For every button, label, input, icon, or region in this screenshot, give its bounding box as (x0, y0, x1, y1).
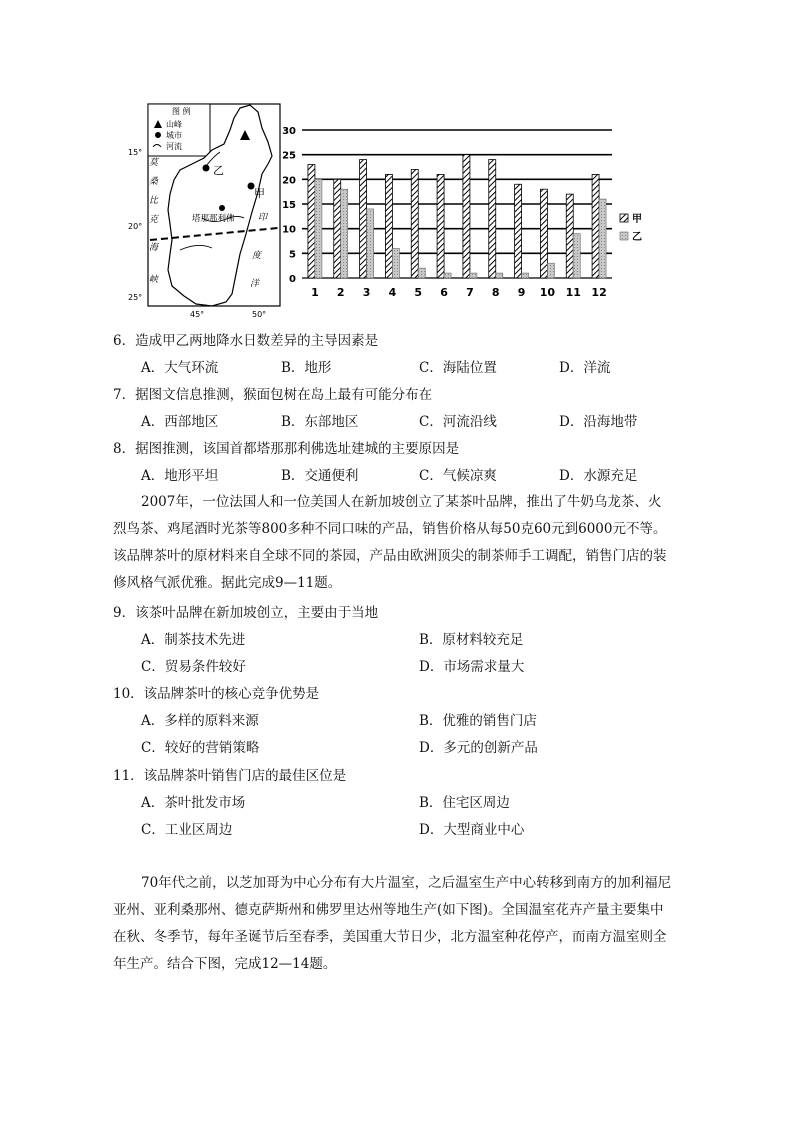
q9-option-b: B．原材料较充足 (419, 632, 524, 648)
q8-option-a: A．地形平坦 (141, 468, 219, 484)
legend-swatch-jia (620, 214, 628, 222)
q8-option-b: B．交通便利 (281, 468, 359, 484)
city-yi-marker (203, 165, 210, 172)
bar-jia (360, 160, 367, 278)
q10-option-a: A．多样的原料来源 (141, 713, 259, 729)
bar-jia (334, 179, 341, 278)
bar-yi (367, 209, 374, 278)
x-tick-label: 5 (414, 286, 423, 299)
bar-jia (437, 174, 444, 278)
bar-jia (308, 165, 315, 278)
bar-jia (515, 184, 522, 278)
q6-option-b: B．地形 (281, 360, 332, 376)
bar-jia (385, 174, 392, 278)
q11-option-d: D．大型商业中心 (419, 822, 525, 838)
question-6-stem: 6．造成甲乙两地降水日数差异的主导因素是 (113, 333, 379, 349)
madagascar-map (128, 100, 285, 320)
x-tick-label: 6 (440, 286, 448, 299)
q6-option-d: D．洋流 (559, 360, 611, 376)
precipitation-days-chart (280, 118, 650, 308)
capital-label: 塔那那利佛 (192, 214, 235, 224)
legend-label-yi: 乙 (632, 232, 642, 243)
city-jia-label: 甲 (254, 187, 265, 200)
capital-marker (219, 205, 225, 211)
q8-option-d: D．水源充足 (559, 468, 638, 484)
map-legend-river: 河流 (166, 142, 182, 151)
q11-option-b: B．住宅区周边 (419, 795, 510, 811)
y-tick-label: 20 (282, 175, 296, 187)
q10-option-d: D．多元的创新产品 (419, 740, 538, 756)
lat-label-20: 20° (128, 222, 143, 231)
x-tick-label: 7 (466, 286, 474, 299)
y-tick-label: 30 (282, 126, 296, 137)
strait-label-char: 比 (149, 196, 159, 206)
q11-option-a: A．茶叶批发市场 (141, 795, 246, 811)
bar-jia (566, 194, 573, 278)
map-legend-title: 图 例 (172, 107, 191, 116)
passage-greenhouse: 70年代之前，以芝加哥为中心分布有大片温室，之后温室生产中心转移到南方的加利福尼亚州、亚利桑那州、德克萨斯州和佛罗里达州等地生产(如下图)。全国温室花卉产量主要集中在秋、冬季节，每年圣诞节后至春季，美国重大节日少，北方温室种花停产，而南方温室则全年生产。结合下图，完成12—14题。 (113, 875, 672, 972)
strait-label-char: 克 (149, 215, 159, 225)
ocean-label-char: 度 (252, 251, 262, 261)
city-legend-icon (155, 132, 161, 138)
bar-yi (522, 273, 529, 278)
q10-option-b: B．优雅的销售门店 (419, 713, 537, 729)
question-9-stem: 9．该茶叶品牌在新加坡创立，主要由于当地 (113, 605, 379, 621)
question-8-stem: 8．据图推测，该国首都塔那那利佛选址建城的主要原因是 (113, 441, 460, 457)
x-tick-label: 11 (565, 286, 581, 299)
strait-label-char: 峡 (149, 275, 159, 285)
y-tick-label: 25 (282, 150, 296, 162)
q9-option-d: D．市场需求量大 (419, 659, 525, 675)
q7-option-c: C．河流沿线 (419, 414, 497, 430)
bar-jia (463, 155, 470, 278)
y-tick-label: 15 (282, 200, 296, 211)
bar-yi (573, 234, 580, 278)
legend-label-jia: 甲 (632, 214, 642, 225)
city-yi-label: 乙 (213, 164, 224, 177)
legend-swatch-yi (620, 232, 628, 240)
ocean-label-char: 洋 (250, 279, 260, 289)
y-tick-label: 5 (289, 249, 296, 261)
chart-y-ticks (282, 126, 296, 285)
q9-option-c: C．贸易条件较好 (141, 659, 246, 675)
x-tick-label: 8 (491, 286, 500, 299)
q7-option-b: B．东部地区 (281, 414, 359, 430)
q7-option-d: D．沿海地带 (559, 414, 638, 430)
bar-yi (470, 273, 477, 278)
chart-gridlines (302, 130, 612, 278)
y-tick-label: 0 (289, 274, 296, 285)
q6-option-c: C．海陆位置 (419, 360, 497, 376)
strait-label-char: 桑 (149, 177, 159, 187)
chart-bars (308, 155, 606, 278)
lat-label-15: 15° (128, 148, 143, 157)
question-10-stem: 10．该品牌茶叶的核心竞争优势是 (113, 686, 320, 702)
x-tick-label: 3 (362, 286, 371, 299)
strait-label-char: 海 (149, 243, 159, 253)
bar-jia (489, 160, 496, 278)
q7-option-a: A．西部地区 (141, 414, 219, 430)
bar-yi (392, 248, 399, 278)
passage-tea-brand: 2007年，一位法国人和一位美国人在新加坡创立了某茶叶品牌，推出了牛奶乌龙茶、火烈鸟茶、鸡尾酒时光茶等800多种不同口味的产品，销售价格从每50克60元到6000元不等。该品牌茶叶的原材料来自全球不同的茶园，产品由欧洲顶尖的制茶师手工调配，销售门店的装修风格气派优雅。据此完成9—11题。 (113, 494, 667, 591)
x-tick-label: 1 (311, 286, 319, 299)
bar-jia (592, 174, 599, 278)
lon-label-50: 50° (252, 310, 267, 319)
bar-yi (444, 273, 451, 278)
bar-yi (418, 268, 425, 278)
ocean-label-char: 印 (258, 213, 268, 223)
y-tick-label: 10 (282, 224, 296, 236)
bar-yi (315, 179, 322, 278)
bar-jia (540, 189, 547, 278)
x-tick-label: 2 (336, 286, 345, 299)
bar-jia (411, 169, 418, 278)
bar-yi (599, 199, 606, 278)
question-7-stem: 7．据图文信息推测，猴面包树在岛上最有可能分布在 (113, 387, 433, 403)
bar-yi (496, 273, 503, 278)
map-legend-peak: 山峰 (166, 120, 182, 129)
q8-option-c: C．气候凉爽 (419, 468, 497, 484)
chart-x-ticks (311, 286, 607, 299)
q11-option-c: C．工业区周边 (141, 822, 233, 838)
strait-label-char: 莫 (149, 158, 159, 168)
x-tick-label: 9 (517, 286, 526, 299)
q9-option-a: A．制茶技术先进 (141, 632, 246, 648)
x-tick-label: 4 (388, 286, 397, 299)
q10-option-c: C．较好的营销策略 (141, 740, 260, 756)
x-tick-label: 10 (539, 286, 556, 299)
chart-legend (620, 213, 642, 243)
q6-option-a: A．大气环流 (141, 360, 219, 376)
bar-yi (547, 263, 554, 278)
lat-label-25: 25° (128, 293, 143, 302)
map-legend-city: 城市 (166, 131, 182, 140)
question-11-stem: 11．该品牌茶叶销售门店的最佳区位是 (113, 768, 347, 784)
lon-label-45: 45° (190, 310, 205, 319)
x-tick-label: 12 (591, 286, 607, 299)
bar-yi (341, 189, 348, 278)
